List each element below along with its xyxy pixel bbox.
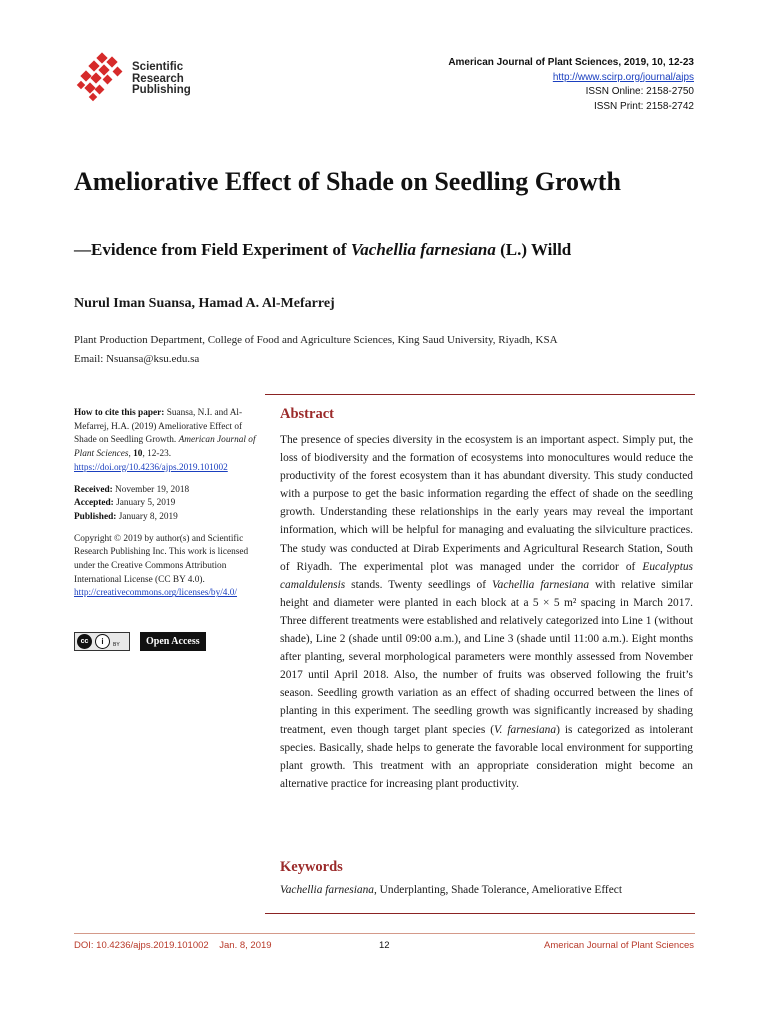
abstract-text: The presence of species diversity in the ecosystem is an important aspect. Simply put, the loss of biodiversity and the formation of ecosystems into monocultures would reduce the productivity of the forest ecosystem than it has abundant diversity. This study conducted with a purpose to get the basic information regarding the effect of shade on the seedling growth. Understanding these relationships in the early years may reveal the important information, which will be helpful for managing and evaluating the silviculture practices. The study was conducted at Dirab Experiments and Agricultural Research Station, South of Riyadh. The experimental plot was managed under the corridor of Eucalyptus camaldulensis stands. Twenty seedlings of Vachellia farnesiana with relative similar height and diameter were planted in each block at a 5 × 5 m² spacing in March 2017. Three different treatments were established and relatively categorized into Line 1 (without shade), Line 2 (shade until 09:00 a.m.), and Line 3 (shade until 11:00 a.m.). Eight months after planting, several morphological parameters were monthly assessed from November 2017 until April 2018. Also, the number of fruits was observed following the fruit’s season. Seedling growth variation as an effect of shading occurred between the lines of planting in this experiment. The seedling growth was significantly increased by shading treatment, even though target plant species (V. farnesiana) is categorized as intolerant species. Basically, shade helps to generate the favorable local environment for supporting plant growth. This treatment with an appropriate consideration might become an alternative practice for increasing plant productivity.: [280, 434, 693, 790]
license-badges: [74, 631, 206, 651]
abstract-heading: Abstract: [280, 406, 334, 422]
article-sidebar: [74, 407, 262, 601]
cc-icon: cc: [77, 634, 92, 649]
publisher-logo-icon: [76, 52, 128, 104]
accepted-date: Accepted: January 5, 2019: [74, 498, 176, 509]
affiliation: Plant Production Department, College of Food and Agriculture Sciences, King Saud University, Riyadh, KSA: [74, 334, 558, 346]
published-date: Published: January 8, 2019: [74, 511, 178, 522]
cc-by-badge[interactable]: [74, 632, 130, 651]
attribution-icon: i: [95, 634, 110, 649]
article-subtitle: —Evidence from Field Experiment of Vachellia farnesiana (L.) Willd: [74, 240, 572, 259]
issn-online: ISSN Online: 2158-2750: [585, 86, 694, 97]
keywords-list: Vachellia farnesiana, Underplanting, Shade Tolerance, Ameliorative Effect: [280, 884, 622, 896]
page-number: 12: [379, 940, 390, 951]
footer-rule: [74, 933, 695, 934]
keywords-heading: Keywords: [280, 859, 343, 875]
abstract-top-rule: [265, 394, 695, 395]
license-link[interactable]: http://creativecommons.org/licenses/by/4.0/: [74, 588, 238, 599]
authors: Nurul Iman Suansa, Hamad A. Al-Mefarrej: [74, 296, 335, 311]
email[interactable]: Email: Nsuansa@ksu.edu.sa: [74, 353, 200, 365]
doi-link[interactable]: https://doi.org/10.4236/ajps.2019.101002: [74, 462, 228, 473]
copyright-notice: Copyright © 2019 by author(s) and Scientific Research Publishing Inc. This work is licensed under the Creative Commons Attribution International License (CC BY 4.0).: [74, 533, 249, 585]
how-to-cite: How to cite this paper: Suansa, N.I. and Al-Mefarrej, H.A. (2019) Ameliorative Effect of Shade on Seedling Growth. American Journal of Plant Sciences, 10, 12-23. https://doi.org/10.4236/ajps.2019.101002: [74, 408, 256, 473]
journal-url-link[interactable]: http://www.scirp.org/journal/ajps: [552, 71, 694, 83]
received-date: Received: November 19, 2018: [74, 484, 190, 495]
article-title: Ameliorative Effect of Shade on Seedling Growth: [74, 167, 621, 196]
open-access-badge[interactable]: Open Access: [140, 632, 206, 651]
cc-by-label: BY: [113, 642, 120, 648]
abstract-bottom-rule: [265, 913, 695, 914]
issn-print: ISSN Print: 2158-2742: [593, 100, 694, 112]
publisher-name: Scientific Research Publishing: [132, 61, 191, 96]
journal-citation: American Journal of Plant Sciences, 2019, 10, 12-23: [448, 57, 694, 68]
footer-journal-name: American Journal of Plant Sciences: [544, 940, 694, 951]
footer-doi-date: DOI: 10.4236/ajps.2019.101002 Jan. 8, 2019: [74, 940, 272, 951]
page-footer: [74, 940, 694, 954]
journal-info: [448, 56, 694, 114]
